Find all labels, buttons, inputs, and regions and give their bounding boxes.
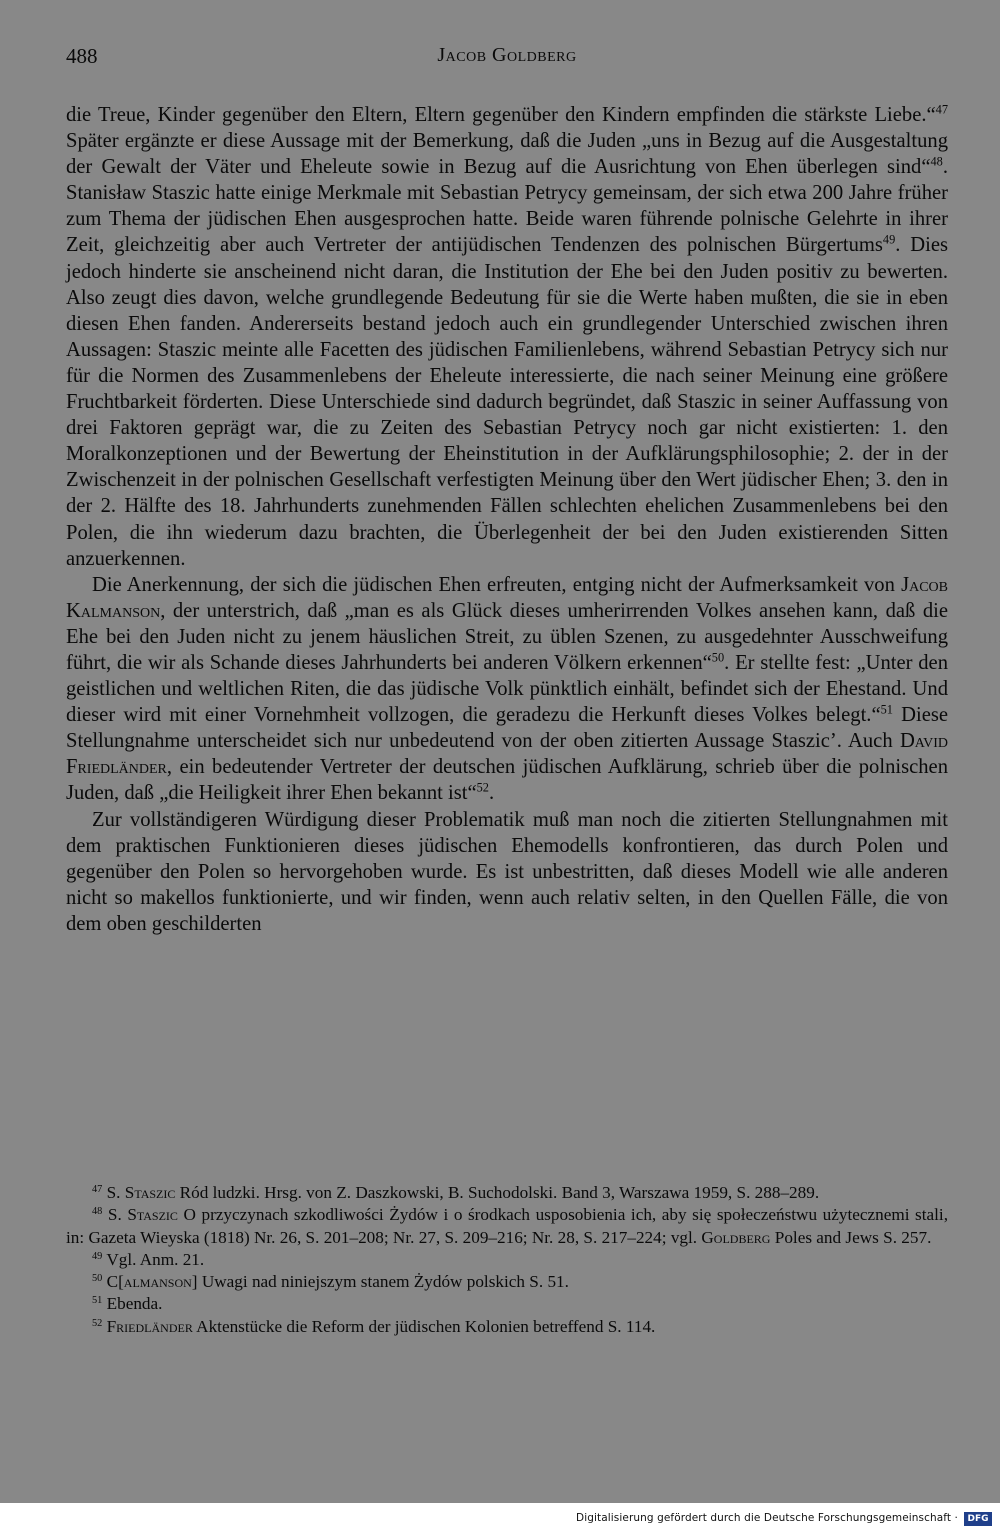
footnote-text: Ród ludzki. Hrsg. von Z. Daszkowski, B. Suchodolski. Band 3, Warszawa 1959, S. 288–289. bbox=[175, 1183, 820, 1202]
footnote-ref-48: 48 bbox=[930, 154, 943, 169]
text-run: Die Anerkennung, der sich die jüdischen Ehen erfreuten, entging nicht der Aufmerksamkeit von bbox=[92, 573, 902, 596]
text-run: Diese Stellungnahme unterscheidet sich nur unbedeutend von der oben zitierten Aussage Staszic’. Auch bbox=[66, 704, 948, 753]
author-name: Jacob Kalmanson bbox=[66, 573, 948, 622]
main-text bbox=[66, 102, 948, 937]
running-head: Jacob Goldberg bbox=[437, 44, 577, 66]
text-run: . bbox=[488, 782, 495, 805]
footnote-49 bbox=[66, 1249, 948, 1271]
footnote-47 bbox=[66, 1182, 948, 1204]
digitization-footer bbox=[0, 1503, 1000, 1531]
footnote-text: Poles and Jews S. 257. bbox=[770, 1227, 932, 1247]
footnote-author: Friedländer bbox=[106, 1316, 193, 1336]
footnote-number: 50 bbox=[92, 1273, 103, 1284]
text-run: Später ergänzte er diese Aussage mit der Bemerkung, daß die Juden „uns in Bezug auf die Ausgestaltung der Gewalt der Väter und Eheleute sowie in Bezug auf die Ausrichtung von Ehen überlegen sind“ bbox=[66, 130, 948, 179]
footnote-author: Goldberg bbox=[701, 1227, 771, 1247]
footnote-ref-50: 50 bbox=[711, 650, 725, 665]
footnote-text: O przyczynach szkodliwości Żydów i o środkach usposobienia ich, aby się społeczeństwu użytecznemi stali, in: Gazeta Wieyska (1818) Nr. 26, S. 201–208; Nr. 27, S. 209–216; Nr. 28, S. 217–224; vgl. bbox=[66, 1205, 948, 1247]
digitization-note: Digitalisierung gefördert durch die Deutsche Forschungsgemeinschaft · bbox=[576, 1512, 958, 1524]
footnote-author: C[almanson] bbox=[106, 1272, 198, 1292]
footnote-ref-47: 47 bbox=[935, 102, 948, 117]
text-run: , ein bedeutender Vertreter der deutschen jüdischen Aufklärung, schrieb über die polnischen Juden, daß „die Heiligkeit ihrer Ehen bekannt ist“ bbox=[66, 756, 948, 805]
page-header bbox=[66, 44, 948, 74]
dfg-logo-icon: DFG bbox=[964, 1512, 992, 1526]
footnote-48 bbox=[66, 1204, 948, 1249]
footnote-number: 49 bbox=[92, 1250, 103, 1262]
footnote-number: 48 bbox=[92, 1206, 103, 1218]
footnotes bbox=[66, 1182, 948, 1338]
text-run: , der unterstrich, daß „man es als Glück dieses umherirrenden Volkes ansehen kann, daß die Ehe bei den Juden nicht zu jenem häuslichen Streit, zu üblen Szenen, zu ausgedehnter Ausschweifung führt, die wir als Schande dieses Jahrhunderts bei anderen Völkern erkennen“ bbox=[66, 599, 948, 674]
text-run: Zur vollständigeren Würdigung dieser Problematik muß man noch die zitierten Stellungnahmen mit dem praktischen Funktionieren dieses jüdischen Ehemodells konfrontieren, das durch Polen und gegenüber den Polen so hervorgehoben wurde. Es ist unbestritten, daß dieses Modell wie alle anderen nicht so makellos funktionierte, und wir finden, wenn auch relativ selten, in den Quellen Fälle, die von dem oben geschilderten bbox=[66, 808, 948, 935]
footnote-ref-52: 52 bbox=[476, 781, 489, 796]
footnote-author: S. Staszic bbox=[107, 1205, 178, 1225]
footnote-number: 52 bbox=[92, 1317, 103, 1329]
text-run: die Treue, Kinder gegenüber den Eltern, Eltern gegenüber den Kindern empfinden die stärkste Liebe.“ bbox=[66, 104, 936, 126]
text-run: . Stanisław Staszic hatte einige Merkmale mit Sebastian Petrycy gemeinsam, der sich etwa 200 Jahre früher zum Thema der jüdischen Ehen ausgesprochen hatte. Beide waren führende polnische Gelehrte in ihrer Zeit, gleichzeitig aber auch Vertreter der antijüdischen Tendenzen des polnischen Bürgertums bbox=[66, 156, 948, 257]
footnote-number: 51 bbox=[92, 1295, 103, 1307]
footnote-52 bbox=[66, 1316, 948, 1338]
footnote-50 bbox=[66, 1271, 948, 1293]
text-run: . Dies jedoch hinderte sie anscheinend nicht daran, die Institution der Ehe bei den Juden positiv zu bewerten. Also zeugt dies davon, welche grundlegende Bedeutung für sie die Werte haben mußten, die sie in eben diesen Ehen fanden. Andererseits bestand jedoch auch ein grundlegender Unterschied zwischen ihren Aussagen: Staszic meinte alle Facetten des jüdischen Familienlebens, während Sebastian Petrycy sich nur für die Normen des Zusammenlebens der Eheleute interessierte, die nach seiner Meinung eine größere Fruchtbarkeit förderten. Diese Unterschiede sind dadurch begründet, daß Staszic in seiner Auffassung von drei Faktoren geprägt war, die zu Zeiten des Sebastian Petrycy noch gar nicht existierten: 1. den Moralkonzeptionen und der Bewertung der Eheinstitution in der Aufklärungsphilosophie; 2. der in der Zwischenzeit in der polnischen Gesellschaft verfestigten Meinung über den Wert jüdischer Ehen; 3. den in der 2. Hälfte des 18. Jahrhunderts zunehmenden Fällen schlechten ehelichen Zusammenlebens bei den Polen, die ihn wiederum dazu brachten, die Überlegenheit der bei den Juden existierenden Sitten anzuerkennen. bbox=[66, 234, 949, 570]
footnote-text: Ebenda. bbox=[106, 1294, 163, 1314]
footnote-text: Vgl. Anm. 21. bbox=[106, 1249, 205, 1269]
author-name: David Friedländer bbox=[66, 730, 948, 779]
footnote-text: Uwagi nad niniejszym stanem Żydów polskich S. 51. bbox=[197, 1272, 569, 1292]
footnote-ref-49: 49 bbox=[882, 233, 896, 248]
page-number: 488 bbox=[66, 44, 98, 68]
paragraph-2 bbox=[66, 572, 948, 807]
footnote-51 bbox=[66, 1293, 948, 1315]
footnote-author: S. Staszic bbox=[106, 1183, 176, 1202]
paragraph-3 bbox=[66, 807, 948, 937]
text-run: . Er stellte fest: „Unter den geistlichen und weltlichen Riten, die das jüdische Volk pünktlich einhält, befindet sich der Ehestand. Und dieser wird mit einer Vornehmheit vollzogen, die geradezu die Herkunft dieses Volkes belegt.“ bbox=[66, 651, 948, 727]
footnote-text: Aktenstücke die Reform der jüdischen Kolonien betreffend S. 114. bbox=[192, 1316, 656, 1336]
footnote-number: 47 bbox=[92, 1183, 103, 1195]
footnote-ref-51: 51 bbox=[880, 702, 893, 717]
paragraph-1 bbox=[66, 102, 948, 572]
